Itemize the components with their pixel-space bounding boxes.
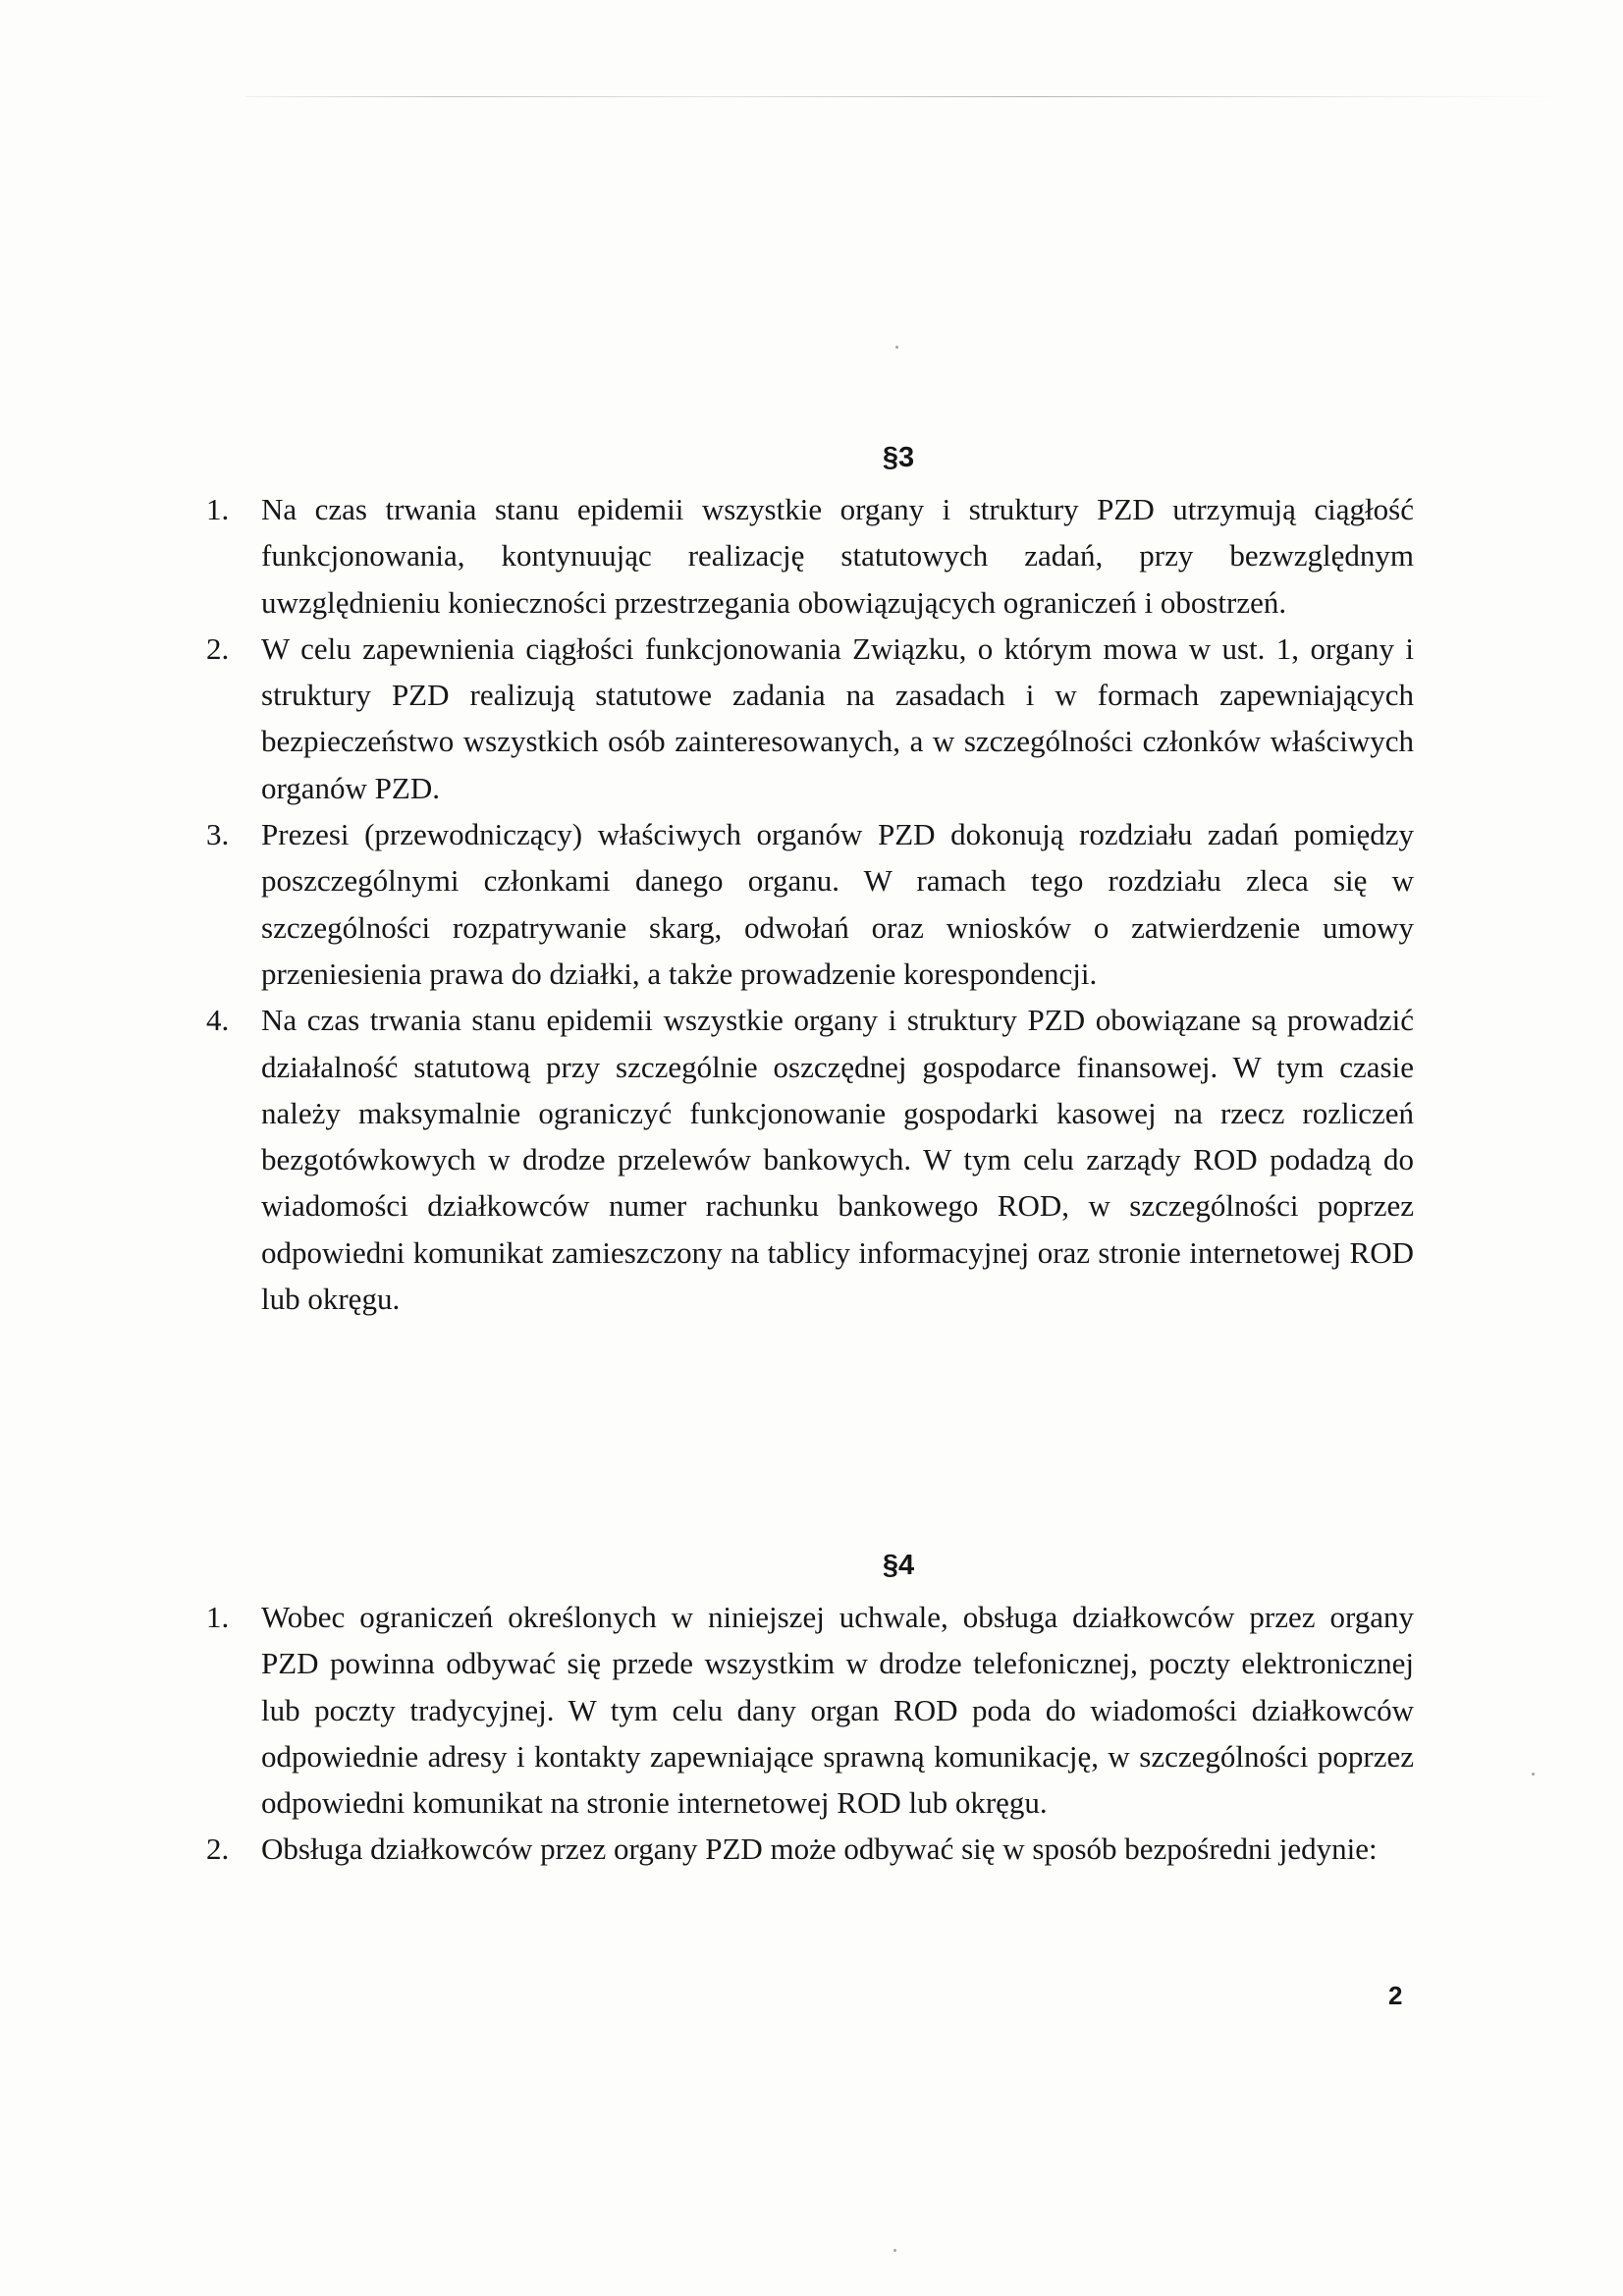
item-text: Na czas trwania stanu epidemii wszystkie organy i struktury PZD utrzymują ciągłość funkcjonowania, kontynuując realizację statutowych zadań, przy bezwzględnym uwzględnieniu konieczności przestrzegania obowiązujących ograniczeń i obostrzeń. [261, 492, 1414, 620]
scan-speck [1532, 1773, 1535, 1776]
scan-artifact-line [245, 96, 1561, 97]
item-text: Obsługa działkowców przez organy PZD może odbywać się w sposób bezpośredni jedynie: [261, 1831, 1378, 1867]
item-number: 1. [206, 1600, 230, 1634]
item-text: W celu zapewnienia ciągłości funkcjonowania Związku, o którym mowa w ust. 1, organy i struktury PZD realizują statutowe zadania na zasadach i w formach zapewniających bezpieczeństwo wszystkich osób zainteresowanych, a w szczególności członków właściwych organów PZD. [261, 630, 1414, 805]
scan-speck [895, 346, 898, 349]
page-number: 2 [1388, 1981, 1403, 2010]
section-heading: §4 [882, 1550, 915, 1581]
section-3 [206, 442, 1414, 1322]
paragraph-item [206, 997, 1414, 1322]
item-number: 3. [206, 817, 230, 852]
item-text: Prezesi (przewodniczący) właściwych organów PZD dokonują rozdziału zadań pomiędzy poszczególnymi członkami danego organu. W ramach tego rozdziału zleca się w szczególności rozpatrywanie skarg, odwołań oraz wniosków o zatwierdzenie umowy przeniesienia prawa do działki, a także prowadzenie korespondencji. [261, 817, 1414, 991]
scan-speck [893, 2249, 896, 2252]
paragraph-item [206, 626, 1414, 811]
item-text: Na czas trwania stanu epidemii wszystkie organy i struktury PZD obowiązane są prowadzić działalność statutową przy szczególnie oszczędnej gospodarce finansowej. W tym czasie należy maksymalnie ograniczyć funkcjonowanie gospodarki kasowej na rzecz rozliczeń bezgotówkowych w drodze przelewów bankowych. W tym celu zarządy ROD podadzą do wiadomości działkowców numer rachunku bankowego ROD, w szczególności poprzez odpowiedni komunikat zamieszczony na tablicy informacyjnej oraz stronie internetowej ROD lub okręgu. [261, 1003, 1414, 1317]
item-number: 2. [206, 630, 230, 666]
item-number: 2. [206, 1831, 230, 1867]
section-4 [206, 1550, 1414, 1873]
paragraph-item [206, 811, 1414, 997]
item-text: Wobec ograniczeń określonych w niniejszej uchwale, obsługa działkowców przez organy PZD powinna odbywać się przede wszystkim w drodze telefonicznej, poczty elektronicznej lub poczty tradycyjnej. W tym celu dany organ ROD poda do wiadomości działkowców odpowiednie adresy i kontakty zapewniające sprawną komunikację, w szczególności poprzez odpowiedni komunikat na stronie internetowej ROD lub okręgu. [261, 1600, 1414, 1821]
item-number: 4. [206, 1003, 230, 1038]
paragraph-item [206, 1594, 1414, 1826]
paragraph-item [206, 486, 1414, 626]
paragraph-item [206, 1826, 1414, 1872]
section-heading: §3 [882, 442, 915, 473]
item-number: 1. [206, 492, 230, 526]
